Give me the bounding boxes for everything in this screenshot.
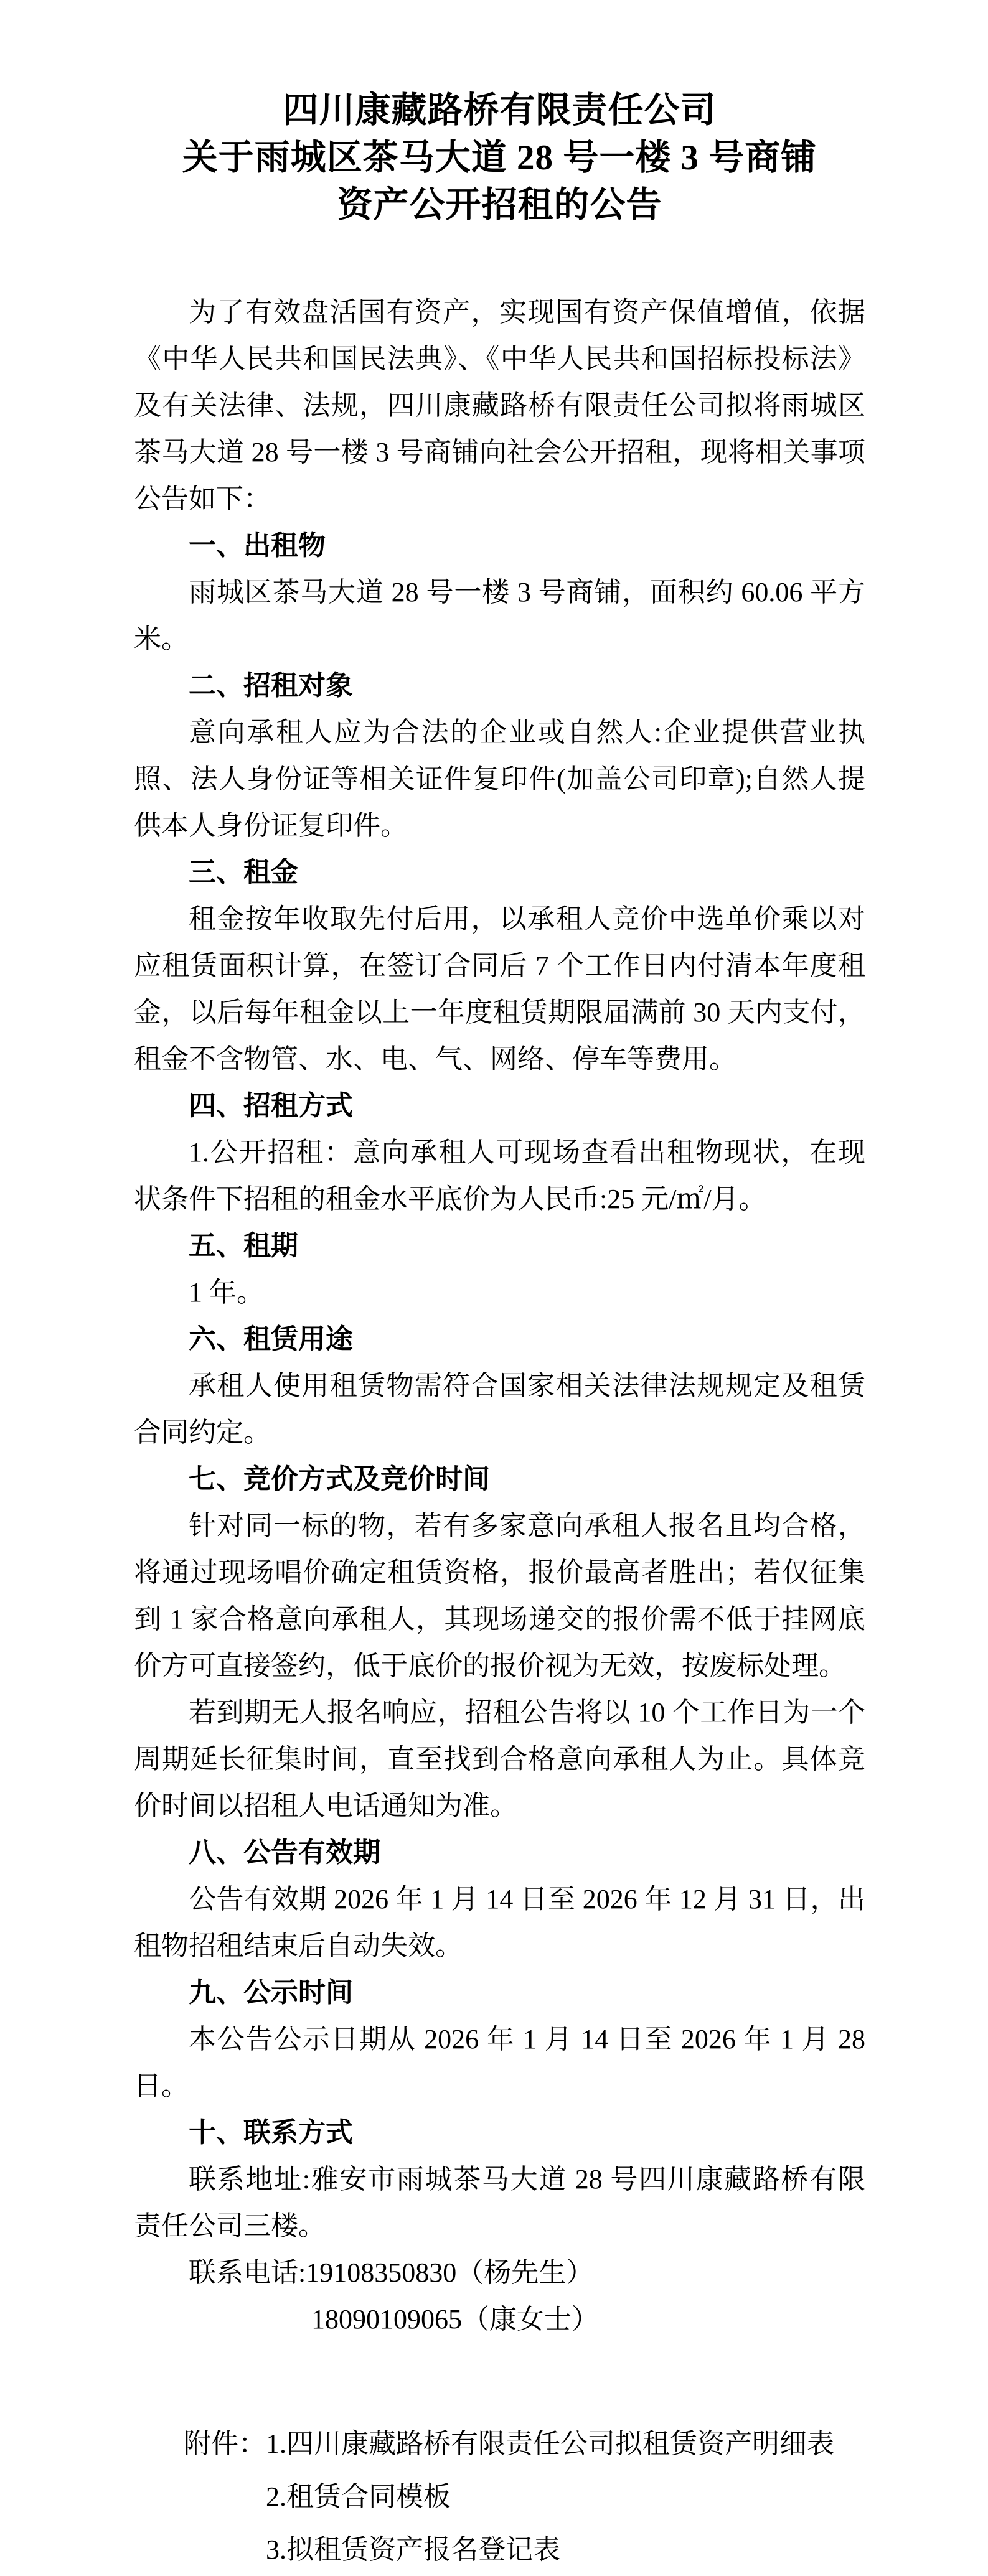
section-heading-announcement-validity: 八、公告有效期 <box>189 1837 380 1868</box>
section-paragraph: 1.公开招租：意向承租人可现场查看出租物现状，在现状条件下招租的租金水平底价为人民币:25 元/㎡/月。 <box>134 1137 865 1214</box>
section-paragraph: 意向承租人应为合法的企业或自然人:企业提供营业执照、法人身份证等相关证件复印件(加盖公司印章);自然人提供本人身份证复印件。 <box>134 717 865 841</box>
section-heading-target-tenants: 二、招租对象 <box>189 670 353 701</box>
section-heading-bidding: 七、竞价方式及竞价时间 <box>189 1463 490 1495</box>
section-paragraph: 若到期无人报名响应，招租公告将以 10 个工作日为一个周期延长征集时间，直至找到合格意向承租人为止。具体竞价时间以招租人电话通知为准。 <box>134 1697 865 1821</box>
section-paragraph: 承租人使用租赁物需符合国家相关法律法规规定及租赁合同约定。 <box>134 1370 865 1448</box>
section-target-tenants <box>134 662 865 849</box>
section-publicity-period <box>134 1969 865 2109</box>
attachments-list <box>266 2417 834 2576</box>
section-heading-publicity-period: 九、公示时间 <box>189 1977 353 2008</box>
section-heading-rental-object: 一、出租物 <box>189 530 326 561</box>
title-line-1: 四川康藏路桥有限责任公司 <box>283 91 717 130</box>
section-bidding <box>134 1456 865 1829</box>
section-heading-rent: 三、租金 <box>189 856 298 888</box>
document-content <box>134 87 865 2576</box>
section-heading-rental-method: 四、招租方式 <box>189 1090 353 1122</box>
contact-address: 联系地址:雅安市雨城茶马大道 28 号四川康藏路桥有限责任公司三楼。 <box>134 2164 865 2241</box>
attachments-block <box>134 2417 865 2576</box>
document-title <box>134 87 865 229</box>
attachment-item-lease-contract-template: 2.租赁合同模板 <box>266 2481 451 2512</box>
contact-phone-secondary: 18090109065（康女士） <box>311 2304 599 2335</box>
contact-phone-primary: 联系电话:19108350830（杨先生） <box>189 2257 594 2288</box>
document-body <box>134 289 865 2576</box>
section-heading-contact: 十、联系方式 <box>189 2117 353 2148</box>
section-paragraph: 针对同一标的物，若有多家意向承租人报名且均合格，将通过现场唱价确定租赁资格，报价最高者胜出；若仅征集到 1 家合格意向承租人，其现场递交的报价需不低于挂网底价方可直接签约，低于底价的报价视为无效，按废标处理。 <box>134 1510 865 1681</box>
attachment-item-asset-detail-table: 1.四川康藏路桥有限责任公司拟租赁资产明细表 <box>266 2428 834 2459</box>
section-paragraph: 雨城区茶马大道 28 号一楼 3 号商铺，面积约 60.06 平方米。 <box>134 577 865 654</box>
attachment-item-registration-form: 3.拟租赁资产报名登记表 <box>266 2534 560 2565</box>
section-rental-method <box>134 1082 865 1222</box>
section-contact <box>134 2109 865 2343</box>
section-paragraph: 1 年。 <box>189 1277 264 1308</box>
section-paragraph: 公告有效期 2026 年 1 月 14 日至 2026 年 12 月 31 日，出租物招租结束后自动失效。 <box>134 1884 865 1961</box>
title-line-3: 资产公开招租的公告 <box>337 185 662 225</box>
section-paragraph: 本公告公示日期从 2026 年 1 月 14 日至 2026 年 1 月 28 日。 <box>134 2024 865 2101</box>
section-lease-term <box>134 1222 865 1316</box>
title-line-2: 关于雨城区茶马大道 28 号一楼 3 号商铺 <box>182 138 817 177</box>
attachments-label: 附件： <box>184 2428 266 2459</box>
section-heading-lease-term: 五、租期 <box>189 1230 298 1262</box>
intro-paragraph: 为了有效盘活国有资产，实现国有资产保值增值，依据《中华人民共和国民法典》、《中华人民共和国招标投标法》及有关法律、法规，四川康藏路桥有限责任公司拟将雨城区茶马大道 28 号一楼 3 号商铺向社会公开招租，现将相关事项公告如下： <box>134 297 865 514</box>
section-rent <box>134 849 865 1082</box>
section-rental-object <box>134 522 865 662</box>
section-lease-usage <box>134 1316 865 1456</box>
section-heading-lease-usage: 六、租赁用途 <box>189 1323 353 1355</box>
section-paragraph: 租金按年收取先付后用，以承租人竞价中选单价乘以对应租赁面积计算，在签订合同后 7 个工作日内付清本年度租金，以后每年租金以上一年度租赁期限届满前 30 天内支付，租金不含物管、水、电、气、网络、停车等费用。 <box>134 904 865 1074</box>
section-announcement-validity <box>134 1829 865 1969</box>
